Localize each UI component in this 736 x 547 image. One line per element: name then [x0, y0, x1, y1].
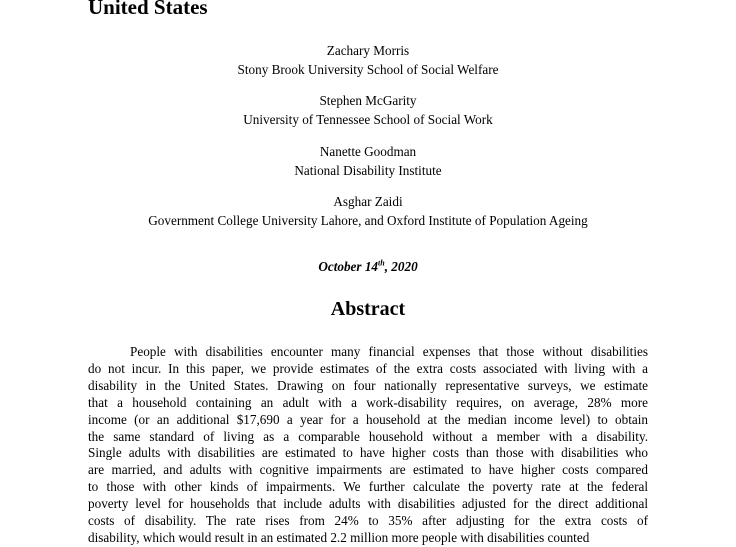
abstract-body: [88, 344, 648, 547]
author-name: Stephen McGarity: [319, 93, 417, 108]
author-affiliation: Stony Brook University School of Social Welfare: [237, 62, 499, 77]
date-ordinal-suffix: th: [378, 258, 385, 268]
abstract-line: Single adults with disabilities are estimated to have higher costs than those with disabilities who: [88, 445, 648, 461]
abstract-line: are married, and adults with cognitive impairments are estimated to have higher costs compared: [88, 462, 648, 478]
date-month-day: October 14: [318, 259, 379, 274]
abstract-heading: Abstract: [330, 298, 406, 320]
author-affiliation: University of Tennessee School of Social Work: [243, 112, 493, 127]
author-1: [0, 41, 736, 79]
author-affiliation: National Disability Institute: [294, 163, 442, 178]
abstract-line: costs of disability. The rate rises from 24% to 35% after adjusting for the extra costs of: [88, 513, 648, 529]
abstract-line: to those with other kinds of impairments. We further calculate the poverty rate at the federal: [88, 479, 648, 495]
abstract-line: People with disabilities encounter many financial expenses that those without disabilities: [130, 344, 648, 359]
abstract-line: the same standard of living as a comparable household without a member with a disability.: [88, 428, 648, 444]
author-4: [0, 192, 736, 230]
author-2: [0, 91, 736, 129]
abstract-line: do not incur. In this paper, we provide estimates of the extra costs associated with living with a: [88, 360, 648, 376]
abstract-line: income (or an additional $17,690 a year for a household at the median income level) to obtain: [88, 411, 648, 427]
abstract-line: poverty level for households that include adults with disabilities adjusted for the direct additional: [88, 496, 648, 512]
paper-date: [0, 258, 736, 276]
author-name: Nanette Goodman: [319, 144, 417, 159]
abstract-line: disability, which would result in an estimated 2.2 million more people with disabilities counted: [88, 529, 590, 545]
author-name: Asghar Zaidi: [333, 194, 403, 209]
abstract-line: disability in the United States. Drawing on four nationally representative surveys, we estimate: [88, 377, 648, 393]
paper-title: United States: [88, 0, 208, 19]
author-affiliation: Government College University Lahore, and Oxford Institute of Population Ageing: [148, 213, 588, 228]
date-year: , 2020: [384, 259, 418, 274]
abstract-line: that a household containing an adult with a work-disability requires, on average, 28% more: [88, 394, 648, 410]
author-name: Zachary Morris: [326, 43, 410, 58]
author-3: [0, 142, 736, 180]
